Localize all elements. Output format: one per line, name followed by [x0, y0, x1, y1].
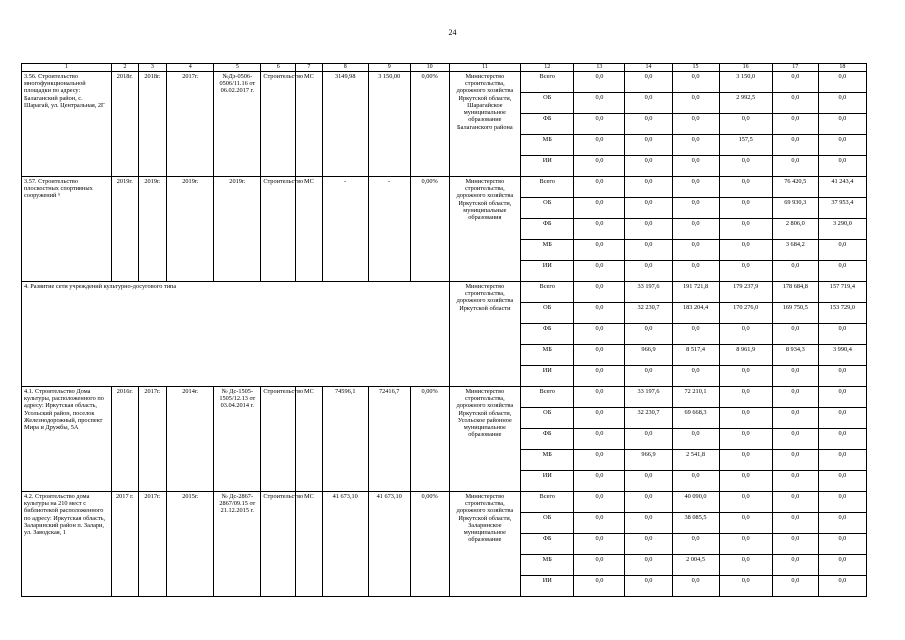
funding-value: 33 197,6 — [625, 386, 672, 407]
funding-value: 0,0 — [719, 575, 772, 596]
object-c4: 2014г. — [167, 386, 214, 491]
funding-value: 0,0 — [818, 470, 866, 491]
column-number: 2 — [112, 64, 139, 72]
column-number: 8 — [322, 64, 368, 72]
column-number: 10 — [410, 64, 449, 72]
funding-value: 0,0 — [672, 155, 719, 176]
funding-value: 41 243,4 — [818, 176, 866, 197]
funding-value: 0,0 — [772, 533, 818, 554]
object-c4: 2019г. — [167, 176, 214, 281]
funding-source: Всего — [521, 281, 574, 302]
column-number: 9 — [368, 64, 410, 72]
funding-value: 966,9 — [625, 344, 672, 365]
funding-value: 0,0 — [574, 470, 625, 491]
object-title: 4.2. Строительство дома культуры на 210 мест с библиотекой расположенного по адресу: Иркутская область, Заларинский район п. Залари, ул. Заводская, 1 — [22, 491, 112, 596]
funding-value: 72 210,1 — [672, 386, 719, 407]
funding-value: 0,0 — [625, 554, 672, 575]
object-c6: Строительство — [261, 176, 296, 281]
funding-value: 0,0 — [625, 239, 672, 260]
object-c9: - — [368, 176, 410, 281]
funding-value: 0,0 — [772, 71, 818, 92]
funding-value: 2 004,5 — [672, 554, 719, 575]
funding-value: 0,0 — [818, 512, 866, 533]
funding-value: 0,0 — [625, 323, 672, 344]
section-title: 4. Развитие сети учреждений культурно-досугового типа — [22, 281, 450, 386]
funding-value: 38 085,5 — [672, 512, 719, 533]
funding-source: ОБ — [521, 302, 574, 323]
funding-value: 0,0 — [818, 71, 866, 92]
funding-value: 0,0 — [818, 113, 866, 134]
object-c8: 3149,98 — [322, 71, 368, 176]
funding-source: Всего — [521, 491, 574, 512]
funding-value: 0,0 — [719, 533, 772, 554]
funding-value: 0,0 — [772, 92, 818, 113]
funding-value: 0,0 — [818, 260, 866, 281]
funding-value: 0,0 — [719, 470, 772, 491]
object-c10: 0,00% — [410, 71, 449, 176]
funding-value: 0,0 — [672, 533, 719, 554]
funding-value: 0,0 — [625, 92, 672, 113]
funding-source: ФБ — [521, 218, 574, 239]
funding-value: 2 806,0 — [772, 218, 818, 239]
column-number: 1 — [22, 64, 112, 72]
funding-value: 0,0 — [672, 218, 719, 239]
funding-value: 0,0 — [772, 428, 818, 449]
funding-value: 69 930,3 — [772, 197, 818, 218]
funding-value: 0,0 — [625, 176, 672, 197]
funding-value: 0,0 — [772, 554, 818, 575]
header-row — [22, 64, 867, 72]
funding-value: 0,0 — [625, 218, 672, 239]
object-c5: №Дз-0506-0506/11.16 от 06.02.2017 г. — [214, 71, 261, 176]
funding-value: 3 150,0 — [719, 71, 772, 92]
funding-value: 0,0 — [574, 92, 625, 113]
funding-value: 0,0 — [772, 113, 818, 134]
funding-source: МБ — [521, 134, 574, 155]
funding-value: 0,0 — [574, 554, 625, 575]
funding-source: Всего — [521, 176, 574, 197]
funding-value: 178 684,8 — [772, 281, 818, 302]
funding-value: 0,0 — [818, 533, 866, 554]
funding-value: 0,0 — [672, 575, 719, 596]
funding-source: ИИ — [521, 470, 574, 491]
funding-value: 33 197,6 — [625, 281, 672, 302]
funding-value: 183 204,4 — [672, 302, 719, 323]
funding-value: 0,0 — [719, 239, 772, 260]
funding-value: 0,0 — [574, 428, 625, 449]
responsible-executor: Министерство строительства, дорожного хозяйства Иркутской области — [449, 281, 521, 386]
funding-value: 0,0 — [625, 533, 672, 554]
object-c6: Строительство — [261, 71, 296, 176]
funding-value: 0,0 — [574, 533, 625, 554]
column-number: 7 — [296, 64, 323, 72]
funding-value: 0,0 — [772, 470, 818, 491]
object-c8: - — [322, 176, 368, 281]
funding-value: 0,0 — [818, 155, 866, 176]
funding-value: 0,0 — [574, 575, 625, 596]
funding-value: 0,0 — [625, 155, 672, 176]
column-number: 18 — [818, 64, 866, 72]
funding-value: 0,0 — [625, 470, 672, 491]
funding-value: 0,0 — [818, 386, 866, 407]
object-title: 4.1. Строительство Дома культуры, расположенного по адресу: Иркутская область, Усольский район, поселок Железнодорожный, проспект Мира и Дружбы, 5А — [22, 386, 112, 491]
table-row — [22, 386, 867, 407]
funding-value: 0,0 — [719, 428, 772, 449]
funding-value: 3 990,4 — [818, 344, 866, 365]
funding-value: 0,0 — [672, 323, 719, 344]
funding-value: 179 237,9 — [719, 281, 772, 302]
funding-value: 0,0 — [772, 260, 818, 281]
column-number: 17 — [772, 64, 818, 72]
funding-source: ФБ — [521, 113, 574, 134]
funding-source: Всего — [521, 71, 574, 92]
column-number: 14 — [625, 64, 672, 72]
funding-value: 0,0 — [574, 344, 625, 365]
funding-value: 0,0 — [672, 113, 719, 134]
funding-value: 0,0 — [574, 71, 625, 92]
funding-value: 0,0 — [818, 92, 866, 113]
column-number: 6 — [261, 64, 296, 72]
funding-value: 0,0 — [818, 239, 866, 260]
funding-value: 157,5 — [719, 134, 772, 155]
funding-source: МБ — [521, 554, 574, 575]
object-c3: 2017г. — [138, 491, 167, 596]
object-c2: 2018г. — [112, 71, 139, 176]
funding-value: 0,0 — [772, 407, 818, 428]
funding-value: 0,0 — [574, 176, 625, 197]
funding-value: 0,0 — [672, 71, 719, 92]
object-c6: Строительство — [261, 386, 296, 491]
funding-value: 0,0 — [818, 449, 866, 470]
funding-value: 966,9 — [625, 449, 672, 470]
object-c5: 2019г. — [214, 176, 261, 281]
funding-source: ФБ — [521, 533, 574, 554]
funding-value: 169 750,5 — [772, 302, 818, 323]
funding-value: 0,0 — [574, 155, 625, 176]
funding-value: 0,0 — [772, 386, 818, 407]
object-c10: 0,00% — [410, 176, 449, 281]
funding-value: 8 961,9 — [719, 344, 772, 365]
responsible-executor: Министерство строительства, дорожного хозяйства Иркутской области, муниципальные образования — [449, 176, 521, 281]
funding-value: 0,0 — [574, 218, 625, 239]
funding-value: 0,0 — [574, 302, 625, 323]
funding-value: 2 992,5 — [719, 92, 772, 113]
object-c2: 2016г. — [112, 386, 139, 491]
funding-source: ИИ — [521, 365, 574, 386]
funding-value: 0,0 — [719, 113, 772, 134]
funding-value: 0,0 — [772, 155, 818, 176]
column-number: 12 — [521, 64, 574, 72]
object-c7: МС — [296, 386, 323, 491]
column-number: 3 — [138, 64, 167, 72]
responsible-executor: Министерство строительства, дорожного хозяйства Иркутской области, Шарагайское муниципальное образование Балаганского района — [449, 71, 521, 176]
funding-value: 0,0 — [574, 134, 625, 155]
funding-value: 0,0 — [719, 176, 772, 197]
funding-value: 0,0 — [818, 365, 866, 386]
funding-value: 0,0 — [772, 134, 818, 155]
table-row — [22, 281, 867, 302]
table-row — [22, 491, 867, 512]
funding-source: ОБ — [521, 92, 574, 113]
funding-value: 157 719,4 — [818, 281, 866, 302]
funding-value: 0,0 — [574, 512, 625, 533]
object-c4: 2017г. — [167, 71, 214, 176]
funding-value: 0,0 — [574, 281, 625, 302]
object-c7: МС — [296, 176, 323, 281]
funding-source: МБ — [521, 449, 574, 470]
responsible-executor: Министерство строительства, дорожного хозяйства Иркутской области, Усольское районное муниципальное образование — [449, 386, 521, 491]
funding-source: ФБ — [521, 428, 574, 449]
object-c8: 74596,1 — [322, 386, 368, 491]
funding-value: 0,0 — [672, 260, 719, 281]
funding-value: 191 721,8 — [672, 281, 719, 302]
object-c10: 0,00% — [410, 491, 449, 596]
column-number: 15 — [672, 64, 719, 72]
funding-value: 0,0 — [625, 428, 672, 449]
object-c9: 3 150,00 — [368, 71, 410, 176]
funding-source: ИИ — [521, 155, 574, 176]
funding-value: 0,0 — [625, 512, 672, 533]
funding-value: 0,0 — [818, 323, 866, 344]
table-row — [22, 71, 867, 92]
column-number: 11 — [449, 64, 521, 72]
funding-source: ОБ — [521, 197, 574, 218]
funding-value: 0,0 — [772, 449, 818, 470]
object-c5: № Дс-2867-2867/09.15 от 21.12.2015 г. — [214, 491, 261, 596]
funding-value: 0,0 — [672, 176, 719, 197]
funding-value: 0,0 — [672, 197, 719, 218]
funding-value: 2 541,8 — [672, 449, 719, 470]
funding-value: 0,0 — [772, 491, 818, 512]
funding-value: 0,0 — [625, 365, 672, 386]
funding-value: 8 517,4 — [672, 344, 719, 365]
funding-value: 0,0 — [672, 92, 719, 113]
funding-value: 40 090,0 — [672, 491, 719, 512]
funding-value: 170 276,0 — [719, 302, 772, 323]
object-c9: 41 673,10 — [368, 491, 410, 596]
object-title: 3.56. Строительство многофункциональной площадки по адресу: Балаганский район, с. Шарагай, ул. Центральная, 2Г — [22, 71, 112, 176]
funding-value: 0,0 — [719, 386, 772, 407]
funding-value: 0,0 — [574, 449, 625, 470]
object-c7: МС — [296, 71, 323, 176]
object-c8: 41 673,10 — [322, 491, 368, 596]
funding-value: 0,0 — [672, 428, 719, 449]
funding-value: 69 668,3 — [672, 407, 719, 428]
column-number: 4 — [167, 64, 214, 72]
funding-value: 0,0 — [719, 323, 772, 344]
funding-value: 0,0 — [772, 323, 818, 344]
funding-source: МБ — [521, 239, 574, 260]
funding-value: 0,0 — [772, 512, 818, 533]
funding-value: 0,0 — [719, 491, 772, 512]
funding-value: 32 230,7 — [625, 407, 672, 428]
object-c3: 2018г. — [138, 71, 167, 176]
funding-value: 0,0 — [574, 113, 625, 134]
funding-value: 0,0 — [625, 575, 672, 596]
funding-value: 0,0 — [818, 575, 866, 596]
object-c3: 2017г. — [138, 386, 167, 491]
funding-value: 0,0 — [625, 71, 672, 92]
funding-value: 3 290,0 — [818, 218, 866, 239]
funding-value: 0,0 — [719, 449, 772, 470]
funding-value: 0,0 — [574, 323, 625, 344]
funding-value: 0,0 — [625, 197, 672, 218]
funding-source: МБ — [521, 344, 574, 365]
object-c6: Строительство — [261, 491, 296, 596]
funding-value: 0,0 — [574, 365, 625, 386]
funding-value: 0,0 — [672, 365, 719, 386]
funding-value: 0,0 — [719, 407, 772, 428]
responsible-executor: Министерство строительства, дорожного хозяйства Иркутской области, Заларинское муниципальное образование — [449, 491, 521, 596]
column-number: 16 — [719, 64, 772, 72]
object-c7: МС — [296, 491, 323, 596]
funding-source: Всего — [521, 386, 574, 407]
funding-value: 0,0 — [574, 260, 625, 281]
funding-source: ОБ — [521, 512, 574, 533]
table-row — [22, 176, 867, 197]
program-table — [21, 63, 867, 597]
funding-value: 0,0 — [818, 428, 866, 449]
funding-value: 37 953,4 — [818, 197, 866, 218]
funding-value: 0,0 — [625, 113, 672, 134]
object-c5: № Дс-1505-1505/12.13 от 03.04.2014 г. — [214, 386, 261, 491]
funding-source: ОБ — [521, 407, 574, 428]
funding-value: 0,0 — [625, 260, 672, 281]
funding-value: 0,0 — [574, 407, 625, 428]
funding-value: 76 420,5 — [772, 176, 818, 197]
funding-value: 0,0 — [719, 197, 772, 218]
funding-value: 0,0 — [719, 554, 772, 575]
funding-value: 0,0 — [574, 239, 625, 260]
funding-value: 0,0 — [574, 386, 625, 407]
funding-value: 153 729,0 — [818, 302, 866, 323]
funding-value: 0,0 — [772, 575, 818, 596]
funding-value: 0,0 — [672, 239, 719, 260]
funding-value: 0,0 — [672, 470, 719, 491]
object-title: 3.57. Строительство плоскостных спортивных сооружений ⁵ — [22, 176, 112, 281]
funding-value: 0,0 — [719, 365, 772, 386]
column-number: 13 — [574, 64, 625, 72]
object-c3: 2019г. — [138, 176, 167, 281]
funding-value: 3 684,2 — [772, 239, 818, 260]
funding-value: 0,0 — [719, 512, 772, 533]
funding-value: 0,0 — [574, 491, 625, 512]
funding-source: ИИ — [521, 575, 574, 596]
funding-value: 0,0 — [818, 407, 866, 428]
funding-value: 0,0 — [625, 491, 672, 512]
funding-source: ФБ — [521, 323, 574, 344]
funding-value: 0,0 — [672, 134, 719, 155]
funding-value: 0,0 — [625, 134, 672, 155]
object-c4: 2015г. — [167, 491, 214, 596]
funding-value: 0,0 — [772, 365, 818, 386]
funding-value: 8 934,3 — [772, 344, 818, 365]
funding-value: 32 230,7 — [625, 302, 672, 323]
funding-value: 0,0 — [719, 218, 772, 239]
object-c2: 2017 г. — [112, 491, 139, 596]
funding-value: 0,0 — [818, 491, 866, 512]
funding-value: 0,0 — [719, 155, 772, 176]
column-number: 5 — [214, 64, 261, 72]
funding-value: 0,0 — [818, 554, 866, 575]
funding-source: ИИ — [521, 260, 574, 281]
funding-value: 0,0 — [818, 134, 866, 155]
funding-value: 0,0 — [719, 260, 772, 281]
object-c2: 2019г. — [112, 176, 139, 281]
page-number: 24 — [448, 28, 457, 37]
object-c10: 0,00% — [410, 386, 449, 491]
table-body — [22, 64, 867, 597]
funding-value: 0,0 — [574, 197, 625, 218]
object-c9: 72416,7 — [368, 386, 410, 491]
